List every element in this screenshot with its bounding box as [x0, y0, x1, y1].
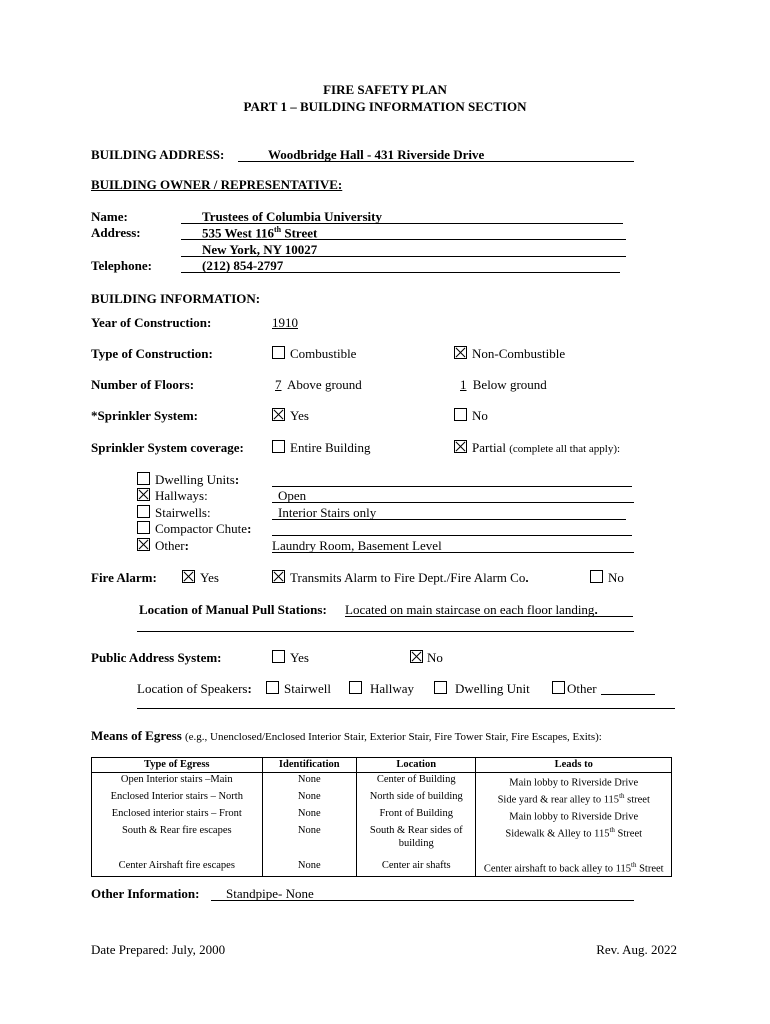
floors-label: Number of Floors:	[91, 377, 195, 392]
fire-alarm-no-checkbox[interactable]	[590, 570, 603, 583]
speakers-dwelling-label: Dwelling Unit	[455, 681, 530, 696]
pull-stations-line-2	[137, 631, 634, 632]
fire-alarm-label: Fire Alarm:	[91, 570, 157, 585]
sprinkler-no-label: No	[472, 408, 488, 423]
fire-alarm-yes-checkbox[interactable]	[182, 570, 195, 583]
form-title: FIRE SAFETY PLAN	[323, 82, 447, 97]
address-label: Address:	[91, 225, 141, 240]
coverage-compactor-line	[272, 535, 632, 536]
date-prepared: Date Prepared: July, 2000	[91, 942, 226, 957]
egress-id-cell: None	[262, 807, 356, 824]
egress-location-cell: Front of Building	[357, 807, 476, 824]
public-address-no-label: No	[427, 650, 443, 665]
floors-above[interactable]: 7 Above ground	[275, 377, 362, 392]
egress-location-cell: North side of building	[357, 790, 476, 807]
speakers-other-checkbox[interactable]	[552, 681, 565, 694]
public-address-label: Public Address System:	[91, 650, 222, 665]
floors-below[interactable]: 1 Below ground	[460, 377, 547, 392]
form-subtitle: PART 1 – BUILDING INFORMATION SECTION	[243, 99, 527, 114]
other-info-label: Other Information:	[91, 886, 200, 901]
egress-type-cell: South & Rear fire escapes	[92, 824, 263, 851]
egress-leads-cell: Center airshaft to back alley to 115th Street	[476, 851, 672, 877]
table-row	[92, 824, 672, 851]
sprinkler-label: *Sprinkler System:	[91, 408, 199, 423]
owner-section-label: BUILDING OWNER / REPRESENTATIVE:	[91, 177, 343, 192]
coverage-stairwells-label: Stairwells:	[155, 505, 211, 520]
coverage-label: Sprinkler System coverage:	[91, 440, 244, 455]
egress-leads-cell: Main lobby to Riverside Drive	[476, 772, 672, 790]
table-row	[92, 772, 672, 790]
fire-alarm-yes-label: Yes	[200, 570, 219, 585]
fire-alarm-no-label: No	[608, 570, 624, 585]
egress-leads-cell: Side yard & rear alley to 115th street	[476, 790, 672, 807]
table-row	[92, 790, 672, 807]
coverage-hallways-checkbox[interactable]	[137, 488, 150, 501]
coverage-partial-checkbox[interactable]	[454, 440, 467, 453]
sprinkler-yes-label: Yes	[290, 408, 309, 423]
table-row	[92, 851, 672, 877]
combustible-checkbox[interactable]	[272, 346, 285, 359]
egress-location-cell: Center air shafts	[357, 851, 476, 877]
egress-leads-cell: Sidewalk & Alley to 115th Street	[476, 824, 672, 851]
year-value[interactable]: 1910	[272, 315, 298, 330]
coverage-dwelling-checkbox[interactable]	[137, 472, 150, 485]
coverage-other-label: Other:	[155, 538, 189, 553]
speakers-line-2	[137, 708, 675, 709]
speakers-dwelling-checkbox[interactable]	[434, 681, 447, 694]
public-address-no-checkbox[interactable]	[410, 650, 423, 663]
egress-id-cell: None	[262, 772, 356, 790]
speakers-other-label: Other	[567, 681, 597, 696]
table-row	[92, 807, 672, 824]
coverage-hallways-value[interactable]: Open	[278, 488, 307, 503]
name-label: Name:	[91, 209, 128, 224]
non-combustible-label: Non-Combustible	[472, 346, 566, 361]
combustible-label: Combustible	[290, 346, 357, 361]
egress-type-cell: Enclosed interior stairs – Front	[92, 807, 263, 824]
speakers-label: Location of Speakers:	[137, 681, 252, 696]
transmits-checkbox[interactable]	[272, 570, 285, 583]
coverage-hallways-line	[272, 502, 634, 503]
speakers-stairwell-checkbox[interactable]	[266, 681, 279, 694]
non-combustible-checkbox[interactable]	[454, 346, 467, 359]
building-address-label: BUILDING ADDRESS:	[91, 147, 225, 162]
coverage-compactor-label: Compactor Chute:	[155, 521, 252, 536]
coverage-other-value[interactable]: Laundry Room, Basement Level	[272, 538, 442, 553]
speakers-stairwell-label: Stairwell	[284, 681, 331, 696]
pull-stations-label: Location of Manual Pull Stations:	[139, 602, 327, 617]
egress-location-cell: Center of Building	[357, 772, 476, 790]
public-address-yes-label: Yes	[290, 650, 309, 665]
egress-id-cell: None	[262, 790, 356, 807]
telephone-value[interactable]: (212) 854-2797	[202, 258, 284, 273]
egress-label: Means of Egress (e.g., Unenclosed/Enclosed Interior Stair, Exterior Stair, Fire Tower Stair, Fire Escapes, Exits):	[91, 728, 602, 743]
sprinkler-no-checkbox[interactable]	[454, 408, 467, 421]
coverage-stairwells-value[interactable]: Interior Stairs only	[278, 505, 377, 520]
coverage-partial-label: Partial (complete all that apply):	[472, 440, 621, 455]
building-address-value[interactable]: Woodbridge Hall - 431 Riverside Drive	[268, 147, 485, 162]
egress-header-identification: Identification	[262, 758, 356, 773]
egress-type-cell: Open Interior stairs –Main	[92, 772, 263, 790]
egress-location-cell: South & Rear sides of building	[357, 824, 476, 851]
egress-table	[91, 757, 672, 877]
speakers-hallway-checkbox[interactable]	[349, 681, 362, 694]
sprinkler-yes-checkbox[interactable]	[272, 408, 285, 421]
public-address-yes-checkbox[interactable]	[272, 650, 285, 663]
coverage-entire-label: Entire Building	[290, 440, 371, 455]
egress-type-cell: Center Airshaft fire escapes	[92, 851, 263, 877]
speakers-hallway-label: Hallway	[370, 681, 415, 696]
address-line2-value[interactable]: New York, NY 10027	[202, 242, 318, 257]
construction-label: Type of Construction:	[91, 346, 213, 361]
revision-date: Rev. Aug. 2022	[596, 942, 677, 957]
egress-table-header	[92, 758, 672, 773]
coverage-dwelling-label: Dwelling Units:	[155, 472, 240, 487]
coverage-entire-checkbox[interactable]	[272, 440, 285, 453]
egress-header-location: Location	[357, 758, 476, 773]
egress-leads-cell: Main lobby to Riverside Drive	[476, 807, 672, 824]
coverage-hallways-label: Hallways:	[155, 488, 208, 503]
coverage-dwelling-line	[272, 486, 632, 487]
year-label: Year of Construction:	[91, 315, 212, 330]
transmits-label: Transmits Alarm to Fire Dept./Fire Alarm Co.	[290, 570, 529, 585]
egress-id-cell: None	[262, 851, 356, 877]
pull-stations-value[interactable]: Located on main staircase on each floor landing.	[345, 602, 598, 617]
name-value[interactable]: Trustees of Columbia University	[202, 209, 382, 224]
egress-header-leads-to: Leads to	[476, 758, 672, 773]
coverage-compactor-checkbox[interactable]	[137, 521, 150, 534]
address-line1-value[interactable]: 535 West 116th Street	[202, 225, 318, 241]
coverage-other-checkbox[interactable]	[137, 538, 150, 551]
telephone-label: Telephone:	[91, 258, 152, 273]
building-info-section-label: BUILDING INFORMATION:	[91, 291, 261, 306]
egress-id-cell: None	[262, 824, 356, 851]
speakers-other-line	[601, 694, 655, 695]
coverage-stairwells-checkbox[interactable]	[137, 505, 150, 518]
egress-type-cell: Enclosed Interior stairs – North	[92, 790, 263, 807]
egress-header-type: Type of Egress	[92, 758, 263, 773]
other-info-value[interactable]: Standpipe- None	[226, 886, 314, 901]
